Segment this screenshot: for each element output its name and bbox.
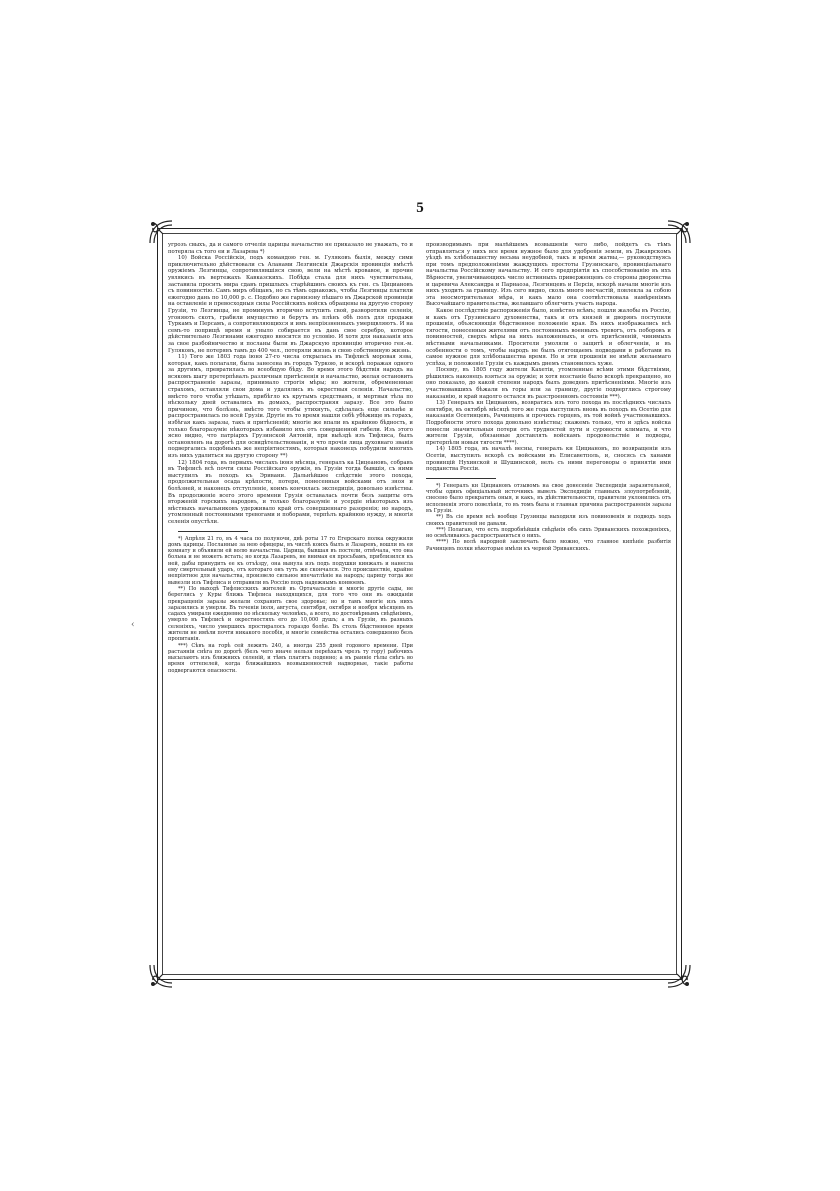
footnote: ****) По волѣ народной заключать было можно, что главное кипѣніе разбитія Рачинцевъ полки нѣкоторые имѣли къ черной Эриванскихъ. — [426, 539, 671, 552]
paragraph: 11) Того же 1803 года іюня 27-го числа открылась въ Тифлисѣ моровая язва, которая, какъ полагали, была занесена въ городъ Туркою, и вскорѣ поражая одного за другимъ, превратилась во всеобщую бѣду. Во время этого бѣдствія народъ на всякомъ шагу претерпѣвалъ различныя притѣсненія и начальство, желая остановить распространеніе заразы, принимало строгія мѣры; но жители, обремененные страхомъ, оставляли свои дома и удалялись въ окрестныя селенія. Начальство, вмѣсто того чтобы утѣшать, прибѣгло къ крутымъ средствамъ, и мертвыя тѣла по нѣскольку дней оставались въ домахъ, распространяя заразу. Все это было причиною, что болѣзнь, вмѣсто того чтобы утихнуть, сдѣлалась еще сильнѣе и распространилась по всей Грузіи. Другіе въ то время нашли себѣ убѣжище въ горахъ, избѣгая какъ заразы, такъ и притѣсненій; многіе же впали въ крайнюю бѣдность, и только благоразуміе нѣкоторыхъ избавило ихъ отъ совершенной гибели. Изъ этого ясно видно, что патріархъ Грузинской Антоній, при выѣздѣ изъ Тифлиса, былъ остановленъ на дорогѣ для освидѣтельствованія, и что прочія лица духовнаго званія подвергались подобнымъ же непріятностямъ, которыя наконецъ побудили многихъ изъ нихъ удалиться на другую сторону **) — [168, 354, 413, 459]
paragraph: 13) Генералъ кн Цициановъ, возвратясь изъ того похода въ послѣднихъ числахъ сентября, въ октябрѣ мѣсяцѣ того же года выступилъ вновь въ походъ въ Осетію для наказанія Осетинцевъ, Рачинцевъ и прочихъ горцевъ, въ той войнѣ участвовавшихъ. Подробности этого похода довольно извѣстны; скажемъ только, что и здѣсь войска понесли значительныя потери отъ трудностей пути и суровости климата, и что жители Грузіи, обязанные доставлять войскамъ продовольствіе и подводы, претерпѣли новыя тягости ****). — [426, 400, 671, 446]
paragraph: 10) Войска Россійскія, подъ командою ген. м. Гуляковъ былія, между сими приключительно дѣйствовали съ Аланами Лезгинскія Джарскія провинція вмѣстѣ оружіемъ Лезгинцы, сопротивлявшіяся свою, вели на мѣстѣ кровавое, и прочие увлякись въ вертежахъ Кавказскихъ. Побѣда стала для нихъ чувствительна, заставила просить мира сдавъ пришлыхъ старѣйшинъ своихъ къ ген. съ Цициановъ съ повинностію. Самъ миръ обіщанъ, но съ тѣмъ однакожъ, чтобы Лезгинцы платили ежегодно дань по 10,000 р. с. Подобно же гарнизону пѣшаго въ Джарской провинціи на оставленіе и превосходныя силы Россійскихъ войскъ обращены на другую сторону Грузіи, то Лезгинцы, не проминувъ вторично вступить свой, разворотили селенія, угоняють скотъ, грабили имущество и берутъ въ плѣнъ обѣ полъ для продажи Туркамъ и Персамъ, а сопротивляющихся и имъ непріязненныхъ умерщвляютъ. И на семъ-то поприщѣ время и уныло собирается въ дань свое серебро, которое дѣйствительно Лезгинами ежегодно вносится по условію. И хотя для наказанія ихъ за свое разбойничество и посланы были въ Джарскую провинцію вторично ген.-м. Гуляковъ, не потерявъ тамъ до 400 чел., потеряли жизнь и свою собственную жизнь. — [168, 255, 413, 354]
footnote: **) Въ сіе время всѣ вообще Грузинцы выходили изъ повиновенія и подводъ ходъ своихъ правителей не давали. — [426, 514, 671, 527]
footnote-divider — [426, 478, 496, 479]
footnote: ***) Сѣвъ на горѣ сей лежитъ 240, а иногда 255 дней годового времени. При растаяніи снѣга по дорогѣ (безъ чего иначе нельзя переѣхать чрезъ ту гору) рабочихъ высылаютъ изъ ближнихъ селеній, и тѣмъ платятъ поденно; а въ ранніе гѣлы снѣгъ во время оттепелей, когда ближайшихъ возвышенностей надворные, такіе работы подвергаются опасности. — [168, 642, 413, 674]
paragraph: производимымъ при малѣйшемъ возвышеніи чего либо, пойдетъ съ тѣмъ отправляться у нихъ все время нужное было для удобренія земли, въ Джаврскомъ уѣздѣ въ хлѣбопашеству весьма неудобной, такъ и время жатвы,— руководствуясь при томъ предположеніями жаждущихъ простоты Грузинскаго, провинціальнаго начальства Россійскому начальству. И сего предпріятія къ способствованію въ ихъ Вѣрности, увеличивающихъ число истинныхъ приверженцевъ со стороны дворянства и царевича Александра и Парнаоза, Лезгинцевъ и Персіи, вскорѣ начали многіе изъ нихъ уходить за границу. Изъ сего видно, сколь много несчастій, повлекла за собою эта неосмотрительная мѣра, и какъ мало она соотвѣтствовала намѣреніямъ Высочайшаго правительства, желавшаго облегчить участь народа. — [426, 242, 671, 308]
footnotes — [168, 536, 413, 675]
right-column — [426, 242, 671, 968]
footnotes — [426, 483, 671, 552]
paragraph: 14) 1805 года, въ началѣ весны, генералъ кн Цициановъ, по возвращеніи изъ Осетіи, выступилъ вскорѣ съ войсками въ Елисаветполь, и, сносясь съ ханами провинцій Нухинской и Шушинской, велъ съ ними переговоры о принятіи ими подданства Россіи. — [426, 446, 671, 473]
page-number: 5 — [416, 200, 424, 216]
paragraph: угрозъ свыхъ, да и самого отчелія царицы начальство не приказало не уважать, то и потеряла съ того еи и Лазарева *) — [168, 242, 413, 255]
margin-mark: ‹ — [131, 620, 135, 630]
paragraph: Посему, въ 1805 году жители Кахетіи, утомленные всѣми этими бѣдствіями, рѣшились наконецъ взяться за оружіе; и хотя возстаніе было вскорѣ прекращено, но оно показало, до какой степени народъ былъ доведенъ притѣсненіями. Многіе изъ участвовавшихъ бѣжали въ горы или за границу, другіе подверглись строгому наказанію, и край надолго остался въ разстроенномъ состояніи ***). — [426, 367, 671, 400]
footnote: *) Апрѣля 21 го, въ 4 часа по полуночи, двѣ роты 17 го Егерскаго полка окружили домъ царицы. Посланные за нею офицеры, въ числѣ коихъ былъ и Лазаревъ, вошли въ ея комнату и объявили ей волю начальства. Царица, бывшая въ постели, отвѣчала, что она больна и не можетъ встать; но когда Лазаревъ, не внимая ея просьбамъ, приблизился къ ней, дабы принудить ее къ отъѣзду, она вынула изъ подъ подушки кинжалъ и нанесла ему смертельный ударъ, отъ котораго онъ тутъ же скончался. Это происшествіе, крайне непріятное для начальства, произвело сильное впечатлѣніе на народъ; царицу тогда же вывезли изъ Тифлиса и отправили въ Россію подъ надежнымъ конвоемъ. — [168, 535, 413, 586]
paragraph: Какое послѣдствіе распоряженія было, извѣстно всѣмъ; пошли жалобы въ Россію, и какъ отъ Грузинскаго духовенства, такъ и отъ князей и дворянъ поступили прошенія, объясняющія бѣдственное положеніе края. Въ нихъ изображались всѣ тягости, понесенныя жителями отъ постоянныхъ военныхъ тревогъ, отъ поборовъ и повинностей, сверхъ мѣры на нихъ наложенныхъ, и отъ притѣсненій, чинимыхъ мѣстными начальниками. Просители умоляли о защитѣ и облегченіи, и въ особенности о томъ, чтобы народъ не былъ отягощаемъ подводами и работами въ самое нужное для хлѣбопашества время. Но и эти прошенія не имѣли желаемаго успѣха, и положеніе Грузіи съ каждымъ днемъ становилось хуже. — [426, 307, 671, 367]
footnote-divider — [178, 531, 248, 532]
paragraph: 12) 1804 года, въ первыхъ числахъ іюня мѣсяца, генералъ ка Цицеановъ, собравъ въ Тифлисѣ всѣ почти силы Россійскаго оружія, въ Грузіи тогда бывшія, съ ними выступилъ въ походъ къ Эривани. Дальнѣйшее слѣдствіе этого похода, продолжительная осада крѣпости, потери, понесенныя войсками отъ зноя и болѣзней, и наконецъ отступленіе, коимъ кончилась экспедиція, довольно извѣстны. Въ продолженіе всего этого времени Грузія оставалась почти безъ защиты отъ вторженій горскихъ народовъ, и только благоразуміе и усердіе нѣкоторыхъ изъ мѣстныхъ начальниковъ удерживало край отъ совершеннаго разоренія; но народъ, утомленный постоянными тревогами и поборами, терпѣлъ крайнюю нужду, и многія селенія опустѣли. — [168, 459, 413, 525]
left-column — [168, 242, 413, 968]
footnote: *) Генералъ кн Цициановъ отзывомъ на свое донесеніе Экспедиціи заразительной, чтобы одинъ офиціальный источникъ вывелъ Экспедиціи главныхъ злоупотребленій, снесено было прекратить оныя, и какъ, въ дѣйствительности, правители уклонились отъ исполненія этого повелѣнія, то въ томъ была и главная причина распространенія заразы въ Грузіи. — [426, 482, 671, 514]
footnote: ***) Полагаю, что есть подробнѣйшія свѣдѣнія объ сихъ Эриванскихъ похожденіяхъ, но осмѣливаюсь распространиться о нихъ. — [426, 526, 671, 540]
page-body — [168, 242, 671, 968]
footnote: **) По выходѣ Тифлисскихъ жителей въ Ортачальскіе и многіе другіе сады, не береглись у Куры ближь Тифлиса находящихся, для того что они въ ожиданіи прекращенія заразы желали сохранить свое здоровье; но и тамъ многіе изъ нихъ заразились и умерли. Въ теченіи іюля, августа, сентября, октября и ноября мѣсяцевъ въ садахъ умирали ежедневно по нѣскольку человѣкъ, а всего, по достовѣрнымъ свѣдѣніямъ, умерло въ Тифлисѣ и окрестностяхъ его до 10,000 душъ; а въ Грузіи, въ разныхъ селеніяхъ, число умершихъ простиралось гораздо болѣе. Въ столь бѣдственное время жители не имѣли почти никакого пособія, и многіе семейства остались совершенно безъ пропитанія. — [168, 585, 413, 643]
